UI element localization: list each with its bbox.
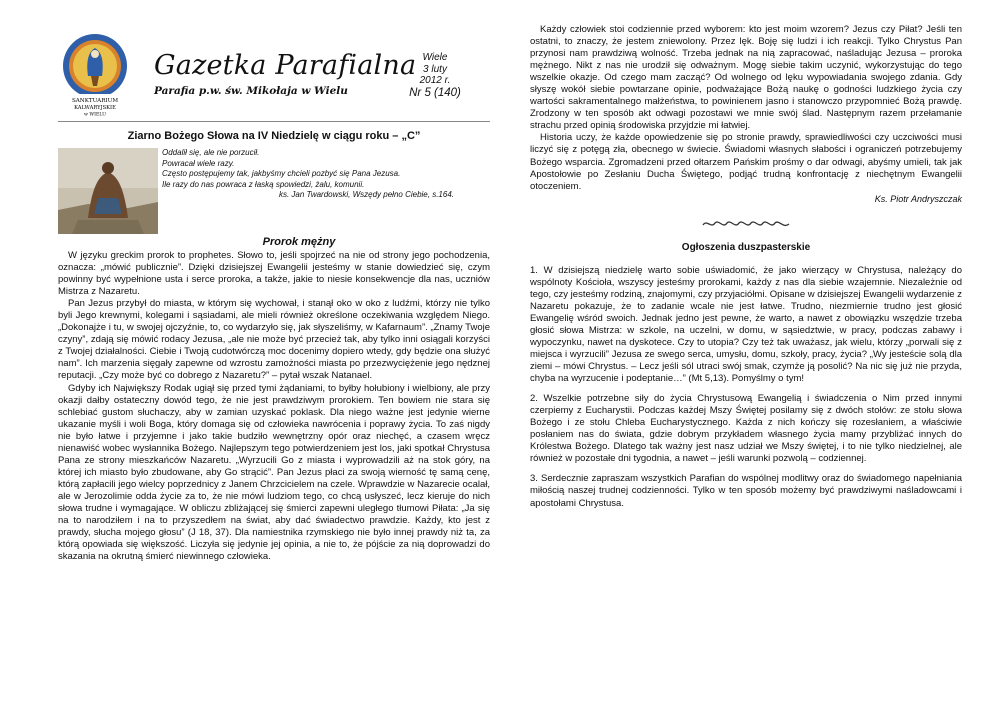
epigraph-source: ks. Jan Twardowski, Wszędy pełno Ciebie, s.164.	[278, 190, 454, 200]
article-paragraph: Historia uczy, że każde opowiedzenie się po stronie prawdy, sprawiedliwości czy uczciwości musi liczyć się z potęgą zła, obecnego w świecie. Świadomi własnych słabości i ograniczeń potrzebujemy Bożego wsparcia. Zgromadzeni przed ołtarzem Pańskim prośmy o dar odwagi, abyśmy umieli, tak jak Apostołowie po Zesłaniu Ducha Świętego, podjąć trudną konfrontację z niechętnym Ewangelii otoczeniem.	[530, 132, 962, 192]
article-body-right	[530, 24, 962, 193]
header-divider	[58, 121, 490, 122]
epigraph-line: Często postępujemy tak, jakbyśmy chcieli pozbyć się Pana Jezusa.	[162, 169, 401, 179]
newsletter-title: Gazetka Parafialna	[154, 50, 417, 81]
announcement-item: 3. Serdecznie zapraszam wszystkich Parafian do wspólnej modlitwy oraz do świadomego napełniania miłością naszej trudnej codzienności. Tylko w ten sposób możemy być prawdziwymi naśladowcami i apostołami Chrystusa.	[530, 473, 962, 509]
epigraph-line: Powracał wiele razy.	[162, 158, 235, 168]
logo-caption: SANKTUARIUM	[71, 98, 119, 104]
christ-in-desert-painting	[58, 148, 158, 234]
epigraph-line: Ile razy do nas powraca z łaską spowiedzi, żalu, komunii.	[162, 179, 365, 189]
announcement-item: 1. W dzisiejszą niedzielę warto sobie uświadomić, że jako wierzący w Chrystusa, należący do wspólnoty Kościoła, wszyscy jesteśmy prorokami, każdy z nas dla siebie wzajemnie. Niezależnie od tego, czy jesteśmy rodziną, znajomymi, czy przyjaciółmi. Opisane w dzisiejszej Ewangelii wydarzenie z Nazaretu pokazuje, że to zadanie wcale nie jest łatwe. Trudno, niezmiernie trudno jest głosić Ewangelię wśród swoich. Jednak jedno jest pewne, że warto, a nawet z obowiązku wszędzie trzeba głosić słowa Mistrza: w szkole, na uczelni, w domu, w sąsiedztwie, w pracy, podczas zabawy i wypoczynku, nawet na dyskotece. Czy to utopia? Czy też tak uważasz, jak wielu, którzy „porwali się z miejsca i wyrzucili” Jezusa ze swego serca, umysłu, domu, szkoły, pracy, życia? „Wy jesteście solą dla ziemi – mówi Chrystus. – Lecz jeśli sól utraci swój smak, czymże ją posolić? Na nic się już nie przyda, chyba na wyrzucenie i podeptanie…” (Mt 5,13). Pomyślmy o tym!	[530, 264, 962, 385]
article-paragraph: W języku greckim prorok to prophetes. Słowo to, jeśli spojrzeć na nie od strony jego pochodzenia, oznacza: „mówić publicznie”. Dzięki dzisiejszej Ewangelii jesteśmy w stanie dowiedzieć się, czym powinny być wypełnione usta i serce proroka, a także, jakie to niesie konsekwencje dla nas, uczniów Mistrza z Nazaretu.	[58, 250, 490, 298]
issue-place: Wiele	[422, 52, 448, 63]
svg-text:KALWARYJSKIE: KALWARYJSKIE	[74, 105, 116, 111]
announcements-title: Ogłoszenia duszpasterskie	[681, 241, 811, 253]
quote-area	[58, 148, 490, 234]
issue-date: 3 luty	[423, 63, 447, 75]
masthead	[58, 24, 490, 120]
ornament-icon	[701, 219, 791, 229]
sanctuary-logo	[58, 32, 132, 120]
article-body-left	[58, 250, 490, 563]
epigraph	[162, 148, 490, 201]
article-paragraph: Pan Jezus przybył do miasta, w którym się wychował, i stanął oko w oko z ludźmi, którzy nie tylko byli Jego krewnymi, kolegami i sąsiadami, ale mieli również określone oczekiwania względem Niego. „Dokonajże i tu, w swojej ojczyźnie, to, co wydarzyło się, jak słyszeliśmy, w Kafarnaum”. „Znamy Twoje czyny”, zdają się mówić rodacy Jezusa, „ale nie może być przecież tak, aby tylko inni osiągali korzyści z Twojej działalności. Ciebie i Twoją cudotwórczą moc docenimy dopiero wtedy, gdy będzie ona służyć nam”. Ich marzenia sięgały zapewne od wzrostu zamożności miasta po przezwyciężenie jego nędznej reputacji. „Czy może być co dobrego z Nazaretu?” – pytał wszak Natanael.	[58, 298, 490, 382]
article-title: Prorok mężny	[262, 236, 336, 248]
title-block	[154, 50, 417, 97]
announcements-list	[530, 265, 962, 510]
epigraph-line: Oddalił się, ale nie porzucił.	[162, 148, 260, 157]
issue-info	[396, 52, 474, 100]
ornament-divider	[530, 218, 962, 232]
left-page	[58, 24, 490, 696]
issue-number: Nr 5 (140)	[409, 86, 461, 99]
article-signature: Ks. Piotr Andryszczak	[874, 193, 962, 204]
parish-subtitle: Parafia p.w. św. Mikołaja w Wielu	[154, 85, 348, 97]
svg-text:w WIELU: w WIELU	[84, 112, 106, 118]
announcement-item: 2. Wszelkie potrzebne siły do życia Chrystusową Ewangelią i świadczenia o Nim przed innymi czerpiemy z Eucharystii. Podczas każdej Mszy Świętej posilamy się z dwóch stołów: ze stołu słowa Bożego i ze stołu Chleba Eucharystycznego. Każda z nich kończy się rozesłaniem, a właściwie posłaniem nas do świata, gdzie dobrym przykładem własnego życia mamy przybliżać innych do Królestwa Bożego. Dlatego tak ważny jest nasz udział we Mszy świętej, i to nie tylko niedzielnej, ale również w pozostałe dni tygodnia, a nawet – jeśli warunki pozwolą – codziennej.	[530, 393, 962, 465]
article-paragraph: Gdyby ich Największy Rodak ugiął się przed tymi żądaniami, to byłby hołubiony i wielbiony, ale przy okazji dałby ostateczny dowód tego, że nie jest prawdziwym prorokiem. Ten bowiem nie stara się schlebiać gustom słuchaczy, aby w zamian uzyskać poklask. Dla niego ważne jest jedynie wierne ukazanie myśli i woli Boga, który domaga się od człowieka nawrócenia i poprawy życia. To zaś nigdy nie było łatwe i przyjemne i jako takie budziło wewnętrzny opór oraz niechęć, a czasem wręcz nienawiść wobec wysłannika Bożego. Najlepszym tego potwierdzeniem jest los, jaki spotkał Chrystusa Pana ze strony mieszkańców Nazaretu. „Wyrzucili Go z miasta i wyprowadzili aż na stok góry, na której ich miasto było zbudowane, aby Go strącić”. Pan Jezus płaci za swoją wierność tę samą cenę, którą zapłacili jego wielcy poprzednicy z Janem Chrzcicielem na czele. Wprawdzie w Nazarecie ocalał, ale w Jerozolimie odda życie za to, że nie mówi ludziom tego, co chcą usłyszeć, lecz kieruje do nich słowa trudne i wymagające. W obliczu zbliżającej się śmierci zapewni uległego tłumowi Piłata: „Ja się na to narodziłem i na to przyszedłem na świat, aby dać świadectwo prawdzie. Każdy, kto jest z prawdy, słucha mojego głosu” (J 18, 37). Dla namiestnika rzymskiego nie było innej prawdy niż ta, za którą opowiada się większość. Liczyła się jedynie jej opinia, a nie to, że pójście za nią doprowadzi do skazania na okrutną śmierć niewinnego człowieka.	[58, 382, 490, 563]
issue-year: 2012 r.	[419, 75, 451, 86]
section-title: Ziarno Bożego Słowa na IV Niedzielę w ciągu roku – „C”	[127, 130, 421, 142]
right-page	[530, 24, 962, 696]
article-paragraph: Każdy człowiek stoi codziennie przed wyborem: kto jest moim wzorem? Jezus czy Piłat? Jeśli ten ostatni, to znaczy, że jestem zniewolony. Przez lęk. Boję się ludzi i ich reakcji. Tylko Chrystus Pan przynosi nam prawdziwą wolność. Trzeba jednak na nią zapracować, naśladując Jezusa – proroka mężnego. Nikt z nas nie urodził się odważnym. Mogę siebie takim uczynić, wykorzystując do tego wszelkie okazje. Od czego mam zacząć? Od wolnego od lęku wypowiadania swojego zdania. Gdy słyszę wokół siebie powtarzane opinie, podważające Bożą naukę o godności ludzkiego życia czy wartości sakramentalnego małżeństwa, to powinienem jasno i stanowczo przypomnieć Bożą prawdę. Zrodzony w ten sposób akt odwagi pozostawi we mnie swój ślad. Następnym razem przełamanie strachu przed opinią środowiska przyjdzie mi łatwiej.	[530, 24, 962, 132]
